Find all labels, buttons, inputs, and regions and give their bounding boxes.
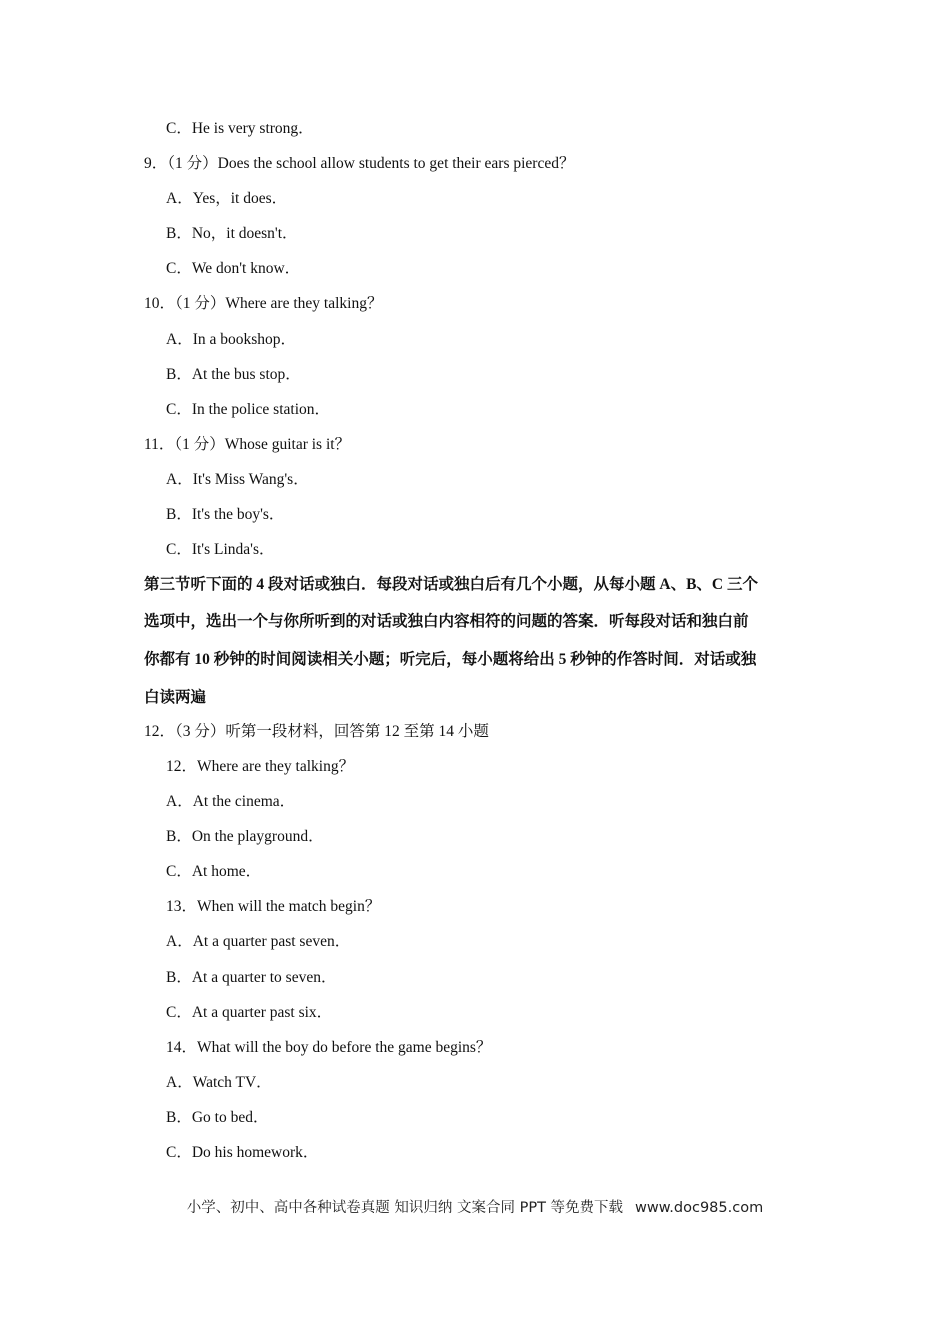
option-12b: B．On the playground． xyxy=(166,828,324,845)
section-instruction-line-2: 选项中，选出一个与你所听到的对话或独白内容相符的问题的答案．听每段对话和独白前 xyxy=(144,613,749,630)
option-13b: B．At a quarter to seven． xyxy=(166,969,337,986)
subquestion-12: 12．Where are they talking？ xyxy=(166,758,355,775)
option-11a: A．It's Miss Wang's． xyxy=(166,471,309,488)
question-9: 9．（1 分）Does the school allow students to get their ears pierced？ xyxy=(144,155,575,172)
question-10: 10．（1 分）Where are they talking？ xyxy=(144,295,383,312)
option-10b: B．At the bus stop． xyxy=(166,366,301,383)
subquestion-13: 13．When will the match begin？ xyxy=(166,898,381,915)
option-9c: C．We don't know． xyxy=(166,260,301,277)
question-11: 11．（1 分）Whose guitar is it？ xyxy=(144,436,351,453)
option-12c: C．At home． xyxy=(166,863,262,880)
footer-text: 小学、初中、高中各种试卷真题 知识归纳 文案合同 PPT 等免费下载 xyxy=(186,1200,624,1216)
option-10a: A．In a bookshop． xyxy=(166,331,297,348)
option-14a: A．Watch TV． xyxy=(166,1074,272,1091)
option-13c: C．At a quarter past six． xyxy=(166,1004,333,1021)
section-instruction-line-3: 你都有 10 秒钟的时间阅读相关小题；听完后，每小题将给出 5 秒钟的作答时间．对话或独 xyxy=(144,651,757,668)
page-footer xyxy=(0,1196,950,1217)
option-9a: A．Yes，it does． xyxy=(166,190,288,207)
option-12a: A．At the cinema． xyxy=(166,793,296,810)
question-12-heading: 12．（3 分）听第一段材料，回答第 12 至第 14 小题 xyxy=(144,723,489,740)
option-8c: C．He is very strong． xyxy=(166,120,314,137)
option-13a: A．At a quarter past seven． xyxy=(166,933,351,950)
section-instruction-line-4: 白读两遍 xyxy=(144,689,207,706)
option-9b: B．No，it doesn't． xyxy=(166,225,298,242)
option-14c: C．Do his homework． xyxy=(166,1144,319,1161)
subquestion-14: 14．What will the boy do before the game begins？ xyxy=(166,1039,492,1056)
option-11c: C．It's Linda's． xyxy=(166,541,275,558)
option-14b: B．Go to bed． xyxy=(166,1109,269,1126)
footer-site-link[interactable]: www.doc985.com xyxy=(635,1200,764,1216)
section-instruction-line-1: 第三节听下面的 4 段对话或独白．每段对话或独白后有几个小题，从每小题 A、B、C 三个 xyxy=(144,576,758,593)
option-10c: C．In the police station． xyxy=(166,401,331,418)
option-11b: B．It's the boy's． xyxy=(166,506,285,523)
